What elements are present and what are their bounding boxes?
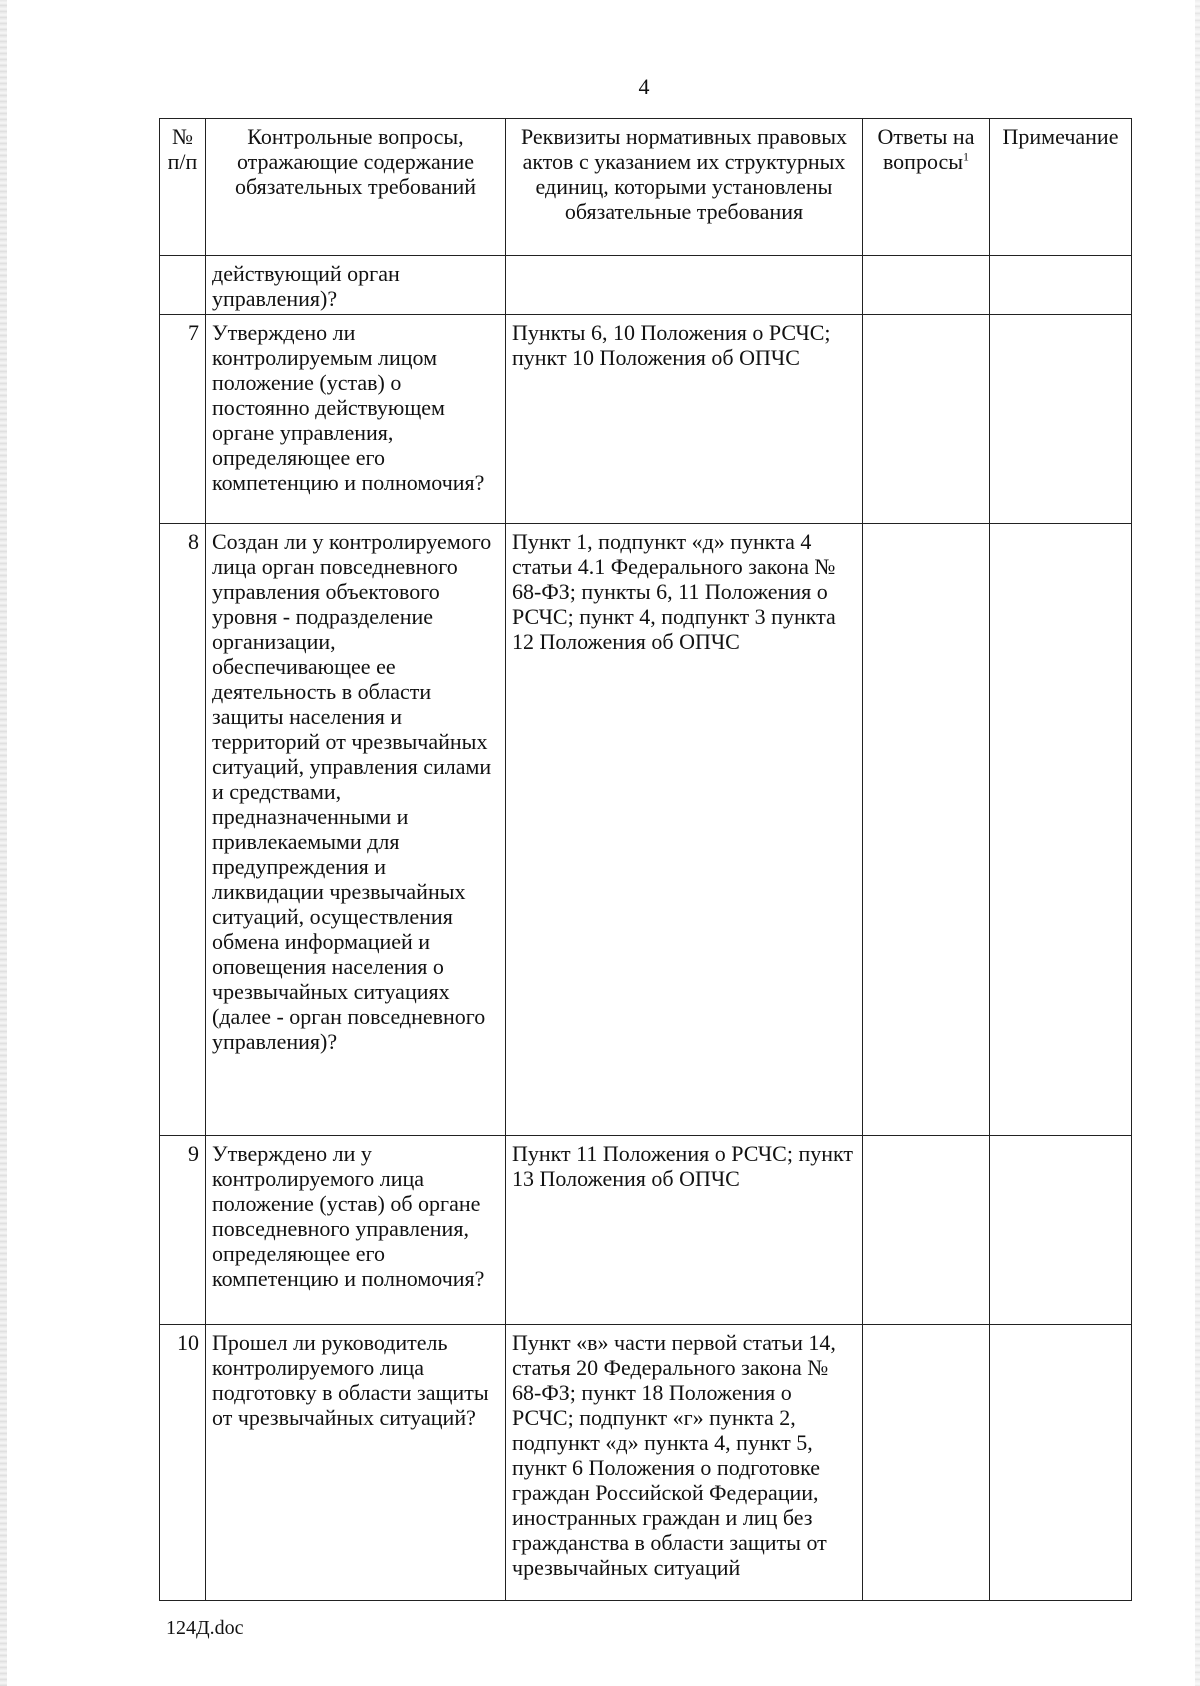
- table-row: [160, 1325, 1132, 1601]
- header-answer-label: Ответы на вопросы: [877, 124, 975, 174]
- header-note: Примечание: [990, 119, 1132, 256]
- header-num: № п/п: [160, 119, 206, 256]
- header-answer: [863, 119, 990, 256]
- table-row: [160, 315, 1132, 524]
- cell-question: действующий орган управления)?: [206, 256, 506, 315]
- cell-reference: Пункт 1, подпункт «д» пункта 4 статьи 4.1 Федерального закона № 68-ФЗ; пункты 6, 11 Положения о РСЧС; пункт 4, подпункт 3 пункта 12 Положения об ОПЧС: [506, 524, 863, 1136]
- cell-num: 9: [160, 1136, 206, 1325]
- table-row: [160, 524, 1132, 1136]
- table-row-continuation: [160, 256, 1132, 315]
- cell-answer[interactable]: [863, 1325, 990, 1601]
- cell-num: 10: [160, 1325, 206, 1601]
- footer-filename: 124Д.doc: [166, 1617, 244, 1639]
- cell-note[interactable]: [990, 1325, 1132, 1601]
- cell-num: [160, 256, 206, 315]
- header-question: Контрольные вопросы, отражающие содержание обязательных требований: [206, 119, 506, 256]
- cell-reference: Пункты 6, 10 Положения о РСЧС; пункт 10 Положения об ОПЧС: [506, 315, 863, 524]
- cell-num: 7: [160, 315, 206, 524]
- cell-note[interactable]: [990, 315, 1132, 524]
- cell-reference: Пункт «в» части первой статьи 14, статья 20 Федерального закона № 68-ФЗ; пункт 18 Положения о РСЧС; подпункт «г» пункта 2, подпункт «д» пункта 4, пункт 5, пункт 6 Положения о подготовке граждан Российской Федерации, иностранных граждан и лиц без гражданства в области защиты от чрезвычайных ситуаций: [506, 1325, 863, 1601]
- table-header-row: [160, 119, 1132, 256]
- header-reference: Реквизиты нормативных правовых актов с указанием их структурных единиц, которыми установлены обязательные требования: [506, 119, 863, 256]
- checklist-table: [159, 118, 1132, 1601]
- cell-question: Создан ли у контролируемого лица орган повседневного управления объектового уровня - подразделение организации, обеспечивающее ее деятельность в области защиты населения и территорий от чрезвычайных ситуаций, управления силами и средствами, предназначенными и привлекаемыми для предупреждения и ликвидации чрезвычайных ситуаций, осуществления обмена информацией и оповещения населения о чрезвычайных ситуациях (далее - орган повседневного управления)?: [206, 524, 506, 1136]
- page-number: 4: [638, 74, 650, 99]
- cell-answer[interactable]: [863, 256, 990, 315]
- cell-reference: [506, 256, 863, 315]
- header-answer-footnote: 1: [963, 149, 970, 164]
- table-row: [160, 1136, 1132, 1325]
- cell-answer[interactable]: [863, 1136, 990, 1325]
- cell-answer[interactable]: [863, 315, 990, 524]
- cell-note[interactable]: [990, 1136, 1132, 1325]
- cell-num: 8: [160, 524, 206, 1136]
- cell-answer[interactable]: [863, 524, 990, 1136]
- cell-reference: Пункт 11 Положения о РСЧС; пункт 13 Положения об ОПЧС: [506, 1136, 863, 1325]
- cell-note[interactable]: [990, 256, 1132, 315]
- cell-question: Прошел ли руководитель контролируемого лица подготовку в области защиты от чрезвычайных ситуаций?: [206, 1325, 506, 1601]
- cell-note[interactable]: [990, 524, 1132, 1136]
- scan-edge-right: [1195, 0, 1200, 1686]
- cell-question: Утверждено ли у контролируемого лица положение (устав) об органе повседневного управления, определяющее его компетенцию и полномочия?: [206, 1136, 506, 1325]
- scan-edge-left: [0, 0, 7, 1686]
- cell-question: Утверждено ли контролируемым лицом положение (устав) о постоянно действующем органе управления, определяющее его компетенцию и полномочия?: [206, 315, 506, 524]
